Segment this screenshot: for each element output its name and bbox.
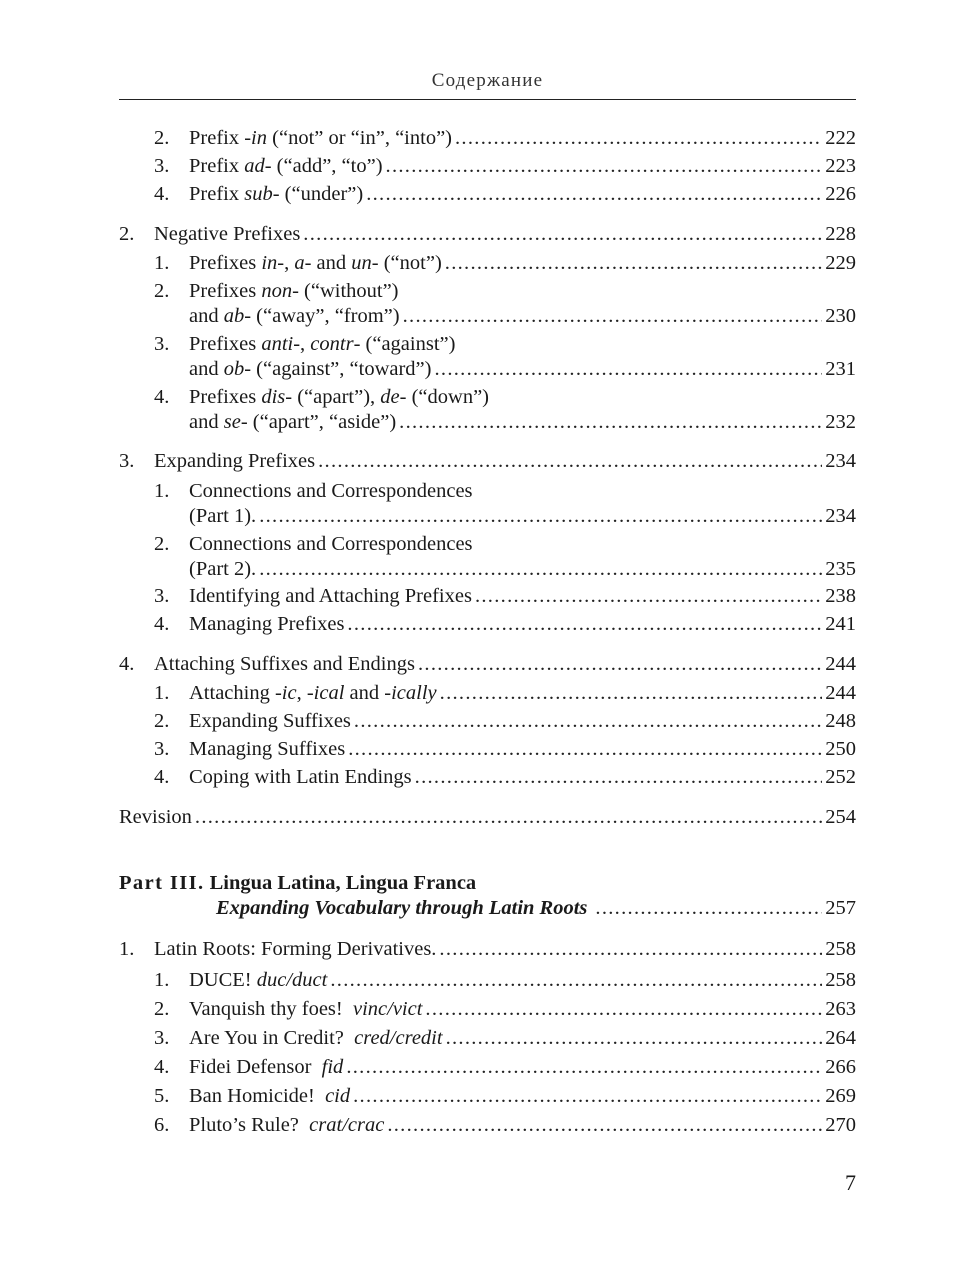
entry-title: Are You in Credit? cred/credit xyxy=(189,1027,443,1049)
entry-number: 3. xyxy=(154,333,170,355)
leader-dots xyxy=(445,249,822,277)
leader-dots xyxy=(434,355,822,383)
entry-number: 1. xyxy=(154,969,170,991)
entry-title: Fidei Defensor fid xyxy=(189,1056,344,1078)
leader-dots xyxy=(418,650,822,678)
entry-title: and ob- (“against”, “toward”) xyxy=(189,358,432,380)
leader-dots xyxy=(439,935,822,963)
entry-title: and ab- (“away”, “from”) xyxy=(189,305,400,327)
leader-dots xyxy=(354,707,822,735)
entry-number: 4. xyxy=(154,1056,170,1078)
entry-page: 263 xyxy=(825,998,856,1020)
part-page: 257 xyxy=(825,897,856,919)
entry-number: 4. xyxy=(154,766,170,788)
toc-entry[interactable] xyxy=(154,707,856,735)
section-page: 244 xyxy=(825,653,856,675)
toc-entry[interactable] xyxy=(154,966,856,994)
entry-number: 2. xyxy=(154,127,170,149)
toc-entry-first-line: 2. Prefixes non- (“without”) xyxy=(154,277,399,305)
leader-dots xyxy=(353,1082,822,1110)
toc-entry-first-line: 1. Connections and Correspondences xyxy=(154,477,473,505)
entry-page: 238 xyxy=(825,585,856,607)
leader-dots xyxy=(455,124,822,152)
toc-entry-first-line: 2. Connections and Correspondences xyxy=(154,530,473,558)
entry-number: 1. xyxy=(154,682,170,704)
section-page: 234 xyxy=(825,450,856,472)
entry-page: 231 xyxy=(825,358,856,380)
toc-entry[interactable] xyxy=(154,679,856,707)
leader-dots xyxy=(330,966,822,994)
toc-entry[interactable] xyxy=(189,555,856,583)
part-subtitle: Expanding Vocabulary through Latin Roots xyxy=(216,897,588,919)
entry-page: 241 xyxy=(825,613,856,635)
entry-title: (Part 2). xyxy=(189,558,257,580)
section-number: 1. xyxy=(119,938,135,960)
toc-entry[interactable] xyxy=(154,735,856,763)
entry-page: 252 xyxy=(825,766,856,788)
leader-dots xyxy=(318,447,822,475)
toc-entry[interactable] xyxy=(154,763,856,791)
entry-title: Prefix sub- (“under”) xyxy=(189,183,364,205)
leader-dots xyxy=(366,180,822,208)
toc-section[interactable] xyxy=(119,935,856,963)
toc-entry-first-line: 3. Prefixes anti-, contr- (“against”) xyxy=(154,330,455,358)
entry-number: 1. xyxy=(154,252,170,274)
entry-number: 3. xyxy=(154,738,170,760)
entry-title: and se- (“apart”, “aside”) xyxy=(189,411,397,433)
entry-page: 223 xyxy=(825,155,856,177)
entry-title: (Part 1). xyxy=(189,505,257,527)
page-number: 7 xyxy=(845,1170,856,1195)
entry-page: 248 xyxy=(825,710,856,732)
toc-entry[interactable] xyxy=(189,302,856,330)
leader-dots xyxy=(403,302,823,330)
section-page: 254 xyxy=(825,806,856,828)
leader-dots xyxy=(440,679,823,707)
toc-entry[interactable] xyxy=(154,582,856,610)
section-title: Attaching Suffixes and Endings xyxy=(154,653,415,675)
toc-entry[interactable] xyxy=(154,1082,856,1110)
section-page: 228 xyxy=(825,223,856,245)
entry-title: Expanding Suffixes xyxy=(189,710,351,732)
entry-title: Vanquish thy foes! vinc/vict xyxy=(189,998,423,1020)
entry-title: Ban Homicide! cid xyxy=(189,1085,351,1107)
entry-number: 6. xyxy=(154,1114,170,1136)
entry-number: 4. xyxy=(154,613,170,635)
entry-title: Managing Suffixes xyxy=(189,738,346,760)
entry-page: 230 xyxy=(825,305,856,327)
section-title: Negative Prefixes xyxy=(154,223,301,245)
leader-dots xyxy=(399,408,822,436)
entry-title: Coping with Latin Endings xyxy=(189,766,412,788)
entry-number: 2. xyxy=(154,533,170,555)
toc-entry[interactable] xyxy=(189,502,856,530)
leader-dots xyxy=(446,1024,823,1052)
entry-number: 3. xyxy=(154,155,170,177)
leader-dots xyxy=(346,1053,822,1081)
leader-dots xyxy=(415,763,823,791)
entry-title: Prefix ad- (“add”, “to”) xyxy=(189,155,383,177)
entry-number: 2. xyxy=(154,710,170,732)
part-title: Lingua Latina, Lingua Franca xyxy=(209,872,477,894)
section-number: 3. xyxy=(119,450,135,472)
toc-entry[interactable] xyxy=(154,995,856,1023)
entry-title: Prefixes in-, a- and un- (“not”) xyxy=(189,252,442,274)
entry-page: 226 xyxy=(825,183,856,205)
entry-page: 229 xyxy=(825,252,856,274)
leader-dots xyxy=(259,555,822,583)
entry-page: 250 xyxy=(825,738,856,760)
running-header: Содержание xyxy=(431,70,544,91)
entry-title: Managing Prefixes xyxy=(189,613,345,635)
entry-title: Attaching -ic, -ical and -ically xyxy=(189,682,437,704)
section-number: 2. xyxy=(119,223,135,245)
leader-dots xyxy=(425,995,822,1023)
entry-title: DUCE! duc/duct xyxy=(189,969,328,991)
entry-number: 4. xyxy=(154,183,170,205)
toc-section[interactable] xyxy=(119,650,856,678)
entry-title: Identifying and Attaching Prefixes xyxy=(189,585,472,607)
leader-dots xyxy=(348,735,822,763)
entry-page: 258 xyxy=(825,969,856,991)
entry-number: 1. xyxy=(154,480,170,502)
toc-entry[interactable] xyxy=(154,152,856,180)
part-subtitle-line[interactable] xyxy=(216,894,856,922)
toc-entry[interactable] xyxy=(154,1111,856,1139)
entry-page: 264 xyxy=(825,1027,856,1049)
section-page: 258 xyxy=(825,938,856,960)
leader-dots xyxy=(387,1111,822,1139)
leader-dots xyxy=(259,502,822,530)
section-title: Latin Roots: Forming Derivatives. xyxy=(154,938,437,960)
entry-page: 234 xyxy=(825,505,856,527)
entry-page: 235 xyxy=(825,558,856,580)
leader-dots xyxy=(595,894,822,922)
entry-number: 3. xyxy=(154,585,170,607)
entry-page: 244 xyxy=(825,682,856,704)
part-label: Part III. xyxy=(119,872,205,894)
toc-section[interactable] xyxy=(119,220,856,248)
leader-dots xyxy=(347,610,822,638)
part-heading[interactable] xyxy=(119,869,856,897)
entry-title: Pluto’s Rule? crat/crac xyxy=(189,1114,385,1136)
toc-entry[interactable] xyxy=(189,355,856,383)
leader-dots xyxy=(475,582,822,610)
section-title: Expanding Prefixes xyxy=(154,450,316,472)
entry-page: 222 xyxy=(825,127,856,149)
entry-page: 266 xyxy=(825,1056,856,1078)
leader-dots xyxy=(195,803,822,831)
entry-title: Prefix -in (“not” or “in”, “into”) xyxy=(189,127,452,149)
entry-number: 4. xyxy=(154,386,170,408)
entry-number: 2. xyxy=(154,280,170,302)
toc-entry[interactable] xyxy=(189,408,856,436)
entry-number: 5. xyxy=(154,1085,170,1107)
section-title: Revision xyxy=(119,806,192,828)
leader-dots xyxy=(386,152,823,180)
entry-number: 3. xyxy=(154,1027,170,1049)
toc-entry[interactable] xyxy=(154,610,856,638)
toc-entry[interactable] xyxy=(154,249,856,277)
toc-entry[interactable] xyxy=(154,1024,856,1052)
entry-page: 269 xyxy=(825,1085,856,1107)
entry-page: 232 xyxy=(825,411,856,433)
section-number: 4. xyxy=(119,653,135,675)
entry-page: 270 xyxy=(825,1114,856,1136)
entry-number: 2. xyxy=(154,998,170,1020)
toc-entry[interactable] xyxy=(154,180,856,208)
toc-entry-first-line: 4. Prefixes dis- (“apart”), de- (“down”) xyxy=(154,383,489,411)
toc-entry[interactable] xyxy=(154,1053,856,1081)
leader-dots xyxy=(303,220,822,248)
toc-entry[interactable] xyxy=(154,124,856,152)
toc-section[interactable] xyxy=(119,447,856,475)
toc-section-revision[interactable] xyxy=(119,803,856,831)
